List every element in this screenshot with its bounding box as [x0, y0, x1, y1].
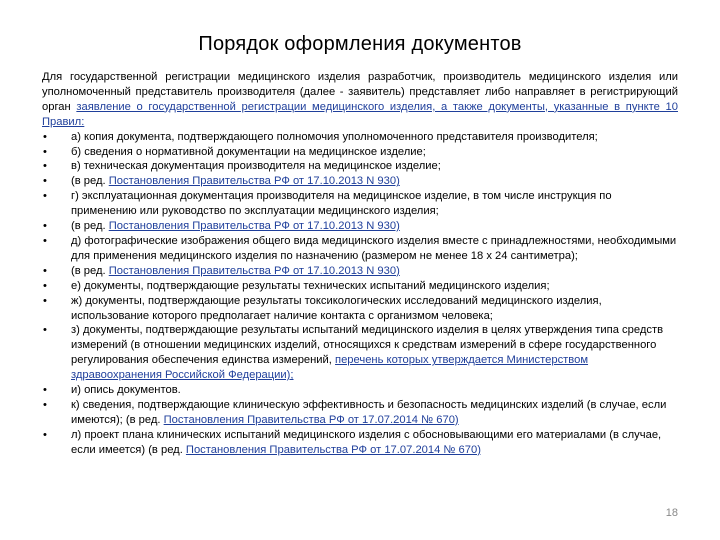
list-item: [42, 130, 678, 145]
item-text: л) проект плана клинических испытаний медицинского изделия с обосновывающими его материалами (в случае, если имеется) (в ред.: [71, 428, 662, 456]
item-text: б) сведения о нормативной документации на медицинское изделие;: [71, 145, 426, 158]
item-text: е) документы, подтверждающие результаты технических испытаний медицинского изделия;: [71, 279, 550, 292]
list-item: [42, 279, 678, 294]
list-item: [42, 219, 678, 234]
item-link[interactable]: Постановления Правительства РФ от 17.10.2013 N 930): [108, 175, 400, 188]
item-link[interactable]: Постановления Правительства РФ от 17.07.2014 № 670): [185, 443, 481, 456]
list-item: [42, 264, 678, 279]
item-text: (в ред.: [71, 264, 109, 277]
item-text: г) эксплуатационная документация производителя на медицинское изделие, в том числе инструкция по применению или руководство по эксплуатации медицинского изделия;: [71, 190, 612, 218]
list-item: [42, 189, 678, 219]
item-text: (в ред.: [71, 175, 109, 188]
list-item: [42, 234, 678, 264]
item-text: и) опись документов.: [71, 384, 181, 397]
item-text: (в ред.: [71, 220, 109, 233]
slide-title: Порядок оформления документов: [198, 33, 522, 55]
list-item: [42, 428, 678, 458]
item-link[interactable]: Постановления Правительства РФ от 17.10.2013 N 930): [108, 220, 400, 233]
intro-link[interactable]: заявление о государственной регистрации медицинского изделия, а также документы, указанные в пункте 10 Правил:: [42, 100, 678, 128]
item-text: ж) документы, подтверждающие результаты токсикологических исследований медицинского изделия, использование которого предполагает наличие контакта с организмом человека;: [71, 294, 602, 322]
list-item: [42, 323, 678, 383]
list-item: [42, 294, 678, 324]
item-text: к) сведения, подтверждающие клиническую эффективность и безопасность медицинских изделий (в случае, если имеются); (в ред.: [71, 398, 667, 426]
item-link[interactable]: перечень которых утверждается Министерством здравоохранения Российской Федерации);: [71, 354, 589, 382]
list-item: [42, 159, 678, 174]
list-item: [42, 398, 678, 428]
item-text: д) фотографические изображения общего вида медицинского изделия вместе с принадлежностями, необходимыми для применения медицинского изделия по назначению (размером не менее 18 x 24 сантиметра);: [71, 234, 677, 262]
item-text: а) копия документа, подтверждающего полномочия уполномоченного представителя производителя;: [71, 130, 598, 143]
list-item: [42, 383, 678, 398]
page-number: 18: [665, 507, 678, 519]
item-text: з) документы, подтверждающие результаты испытаний медицинского изделия в целях утверждения типа средств измерений (в отношении медицинских изделий, относящихся к средствам измерений в сфере государственного регулирования обеспечения единства измерений,: [71, 324, 664, 367]
list-item: [42, 145, 678, 160]
item-link[interactable]: Постановления Правительства РФ от 17.07.2014 № 670): [163, 413, 459, 426]
document-list: [42, 130, 678, 458]
intro-paragraph: [42, 70, 678, 130]
document-body: [42, 70, 678, 458]
list-item: [42, 174, 678, 189]
item-text: в) техническая документация производителя на медицинское изделие;: [71, 160, 441, 173]
item-link[interactable]: Постановления Правительства РФ от 17.10.2013 N 930): [108, 264, 400, 277]
intro-text: Для государственной регистрации медицинского изделия разработчик, производитель медицинского изделия или уполномоченный представитель производителя (далее - заявитель) представляет либо направляет в регистрирующий орган: [42, 71, 678, 113]
